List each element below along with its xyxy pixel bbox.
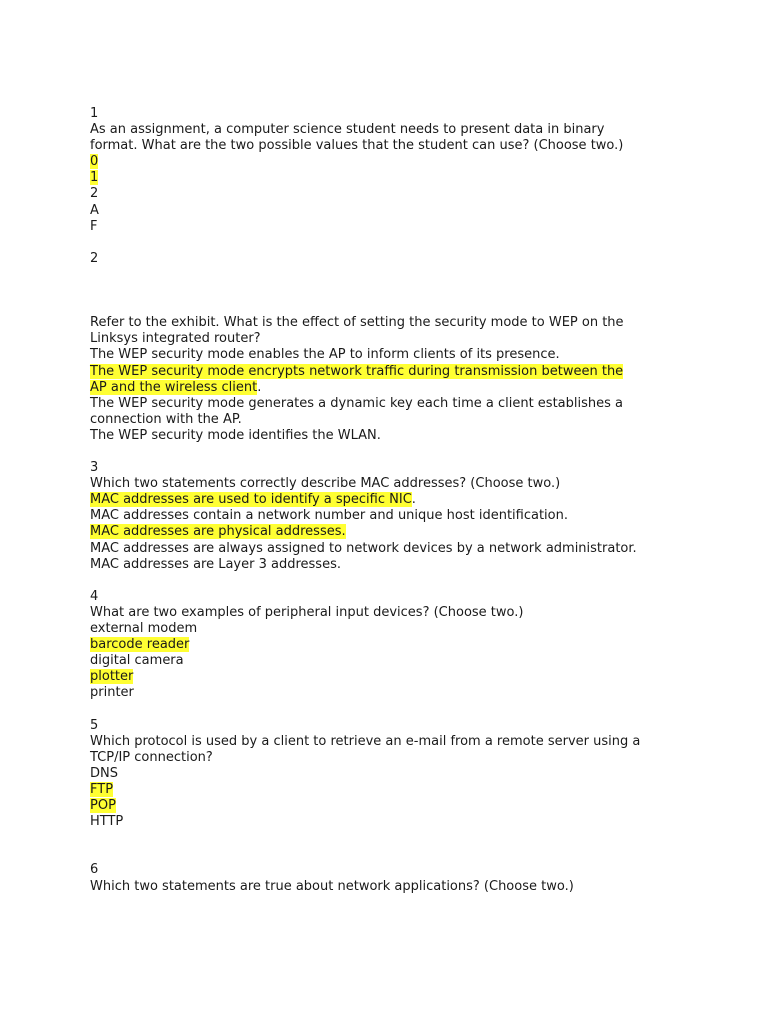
document-page [90,106,690,895]
option: external modem [90,621,198,636]
question-number: 5 [90,717,99,733]
option: F [90,218,98,234]
question-text: Which two statements correctly describe MAC addresses? (Choose two.) [90,476,561,492]
option-highlighted: MAC addresses are physical addresses. [90,524,346,540]
option: The WEP security mode identifies the WLAN. [90,427,381,443]
option-highlighted: MAC addresses are used to identify a specific NIC [90,492,412,508]
option-suffix: . [411,492,416,508]
option-highlighted: POP [90,798,116,814]
question-text: What are two examples of peripheral input devices? (Choose two.) [90,604,524,620]
question-number: 1 [90,106,99,121]
question-text: Refer to the exhibit. What is the effect of setting the security mode to WEP on the [90,315,624,331]
option: connection with the AP. [90,411,242,427]
option: 2 [90,186,99,202]
question-text: TCP/IP connection? [90,749,213,765]
option: The WEP security mode enables the AP to inform clients of its presence. [90,347,560,363]
question-number: 6 [90,862,99,878]
option: MAC addresses contain a network number and unique host identification. [90,508,568,524]
option-highlighted: The WEP security mode encrypts network traffic during transmission between the [90,363,624,379]
option: A [90,202,99,218]
option: digital camera [90,653,184,669]
question-text: Linksys integrated router? [90,331,261,347]
option-highlighted: FTP [90,781,114,797]
question-number: 3 [90,460,99,476]
option: printer [90,685,134,701]
option: HTTP [90,814,124,830]
option: MAC addresses are Layer 3 addresses. [90,556,341,572]
option-highlighted: plotter [90,669,134,685]
option: The WEP security mode generates a dynamic key each time a client establishes a [90,395,623,411]
question-text: format. What are the two possible values that the student can use? (Choose two.) [90,138,624,154]
option: DNS [90,765,118,781]
option-suffix: . [257,379,262,395]
option-highlighted: barcode reader [90,637,190,653]
question-number: 2 [90,250,99,266]
option-highlighted: 1 [90,170,99,186]
option-highlighted: 0 [90,154,99,170]
option-highlighted: AP and the wireless client [90,379,258,395]
question-text: As an assignment, a computer science student needs to present data in binary [90,122,605,138]
question-text: Which protocol is used by a client to retrieve an e-mail from a remote server using a [90,733,641,749]
question-text: Which two statements are true about network applications? (Choose two.) [90,878,574,894]
question-number: 4 [90,588,99,604]
option: MAC addresses are always assigned to network devices by a network administrator. [90,540,637,556]
